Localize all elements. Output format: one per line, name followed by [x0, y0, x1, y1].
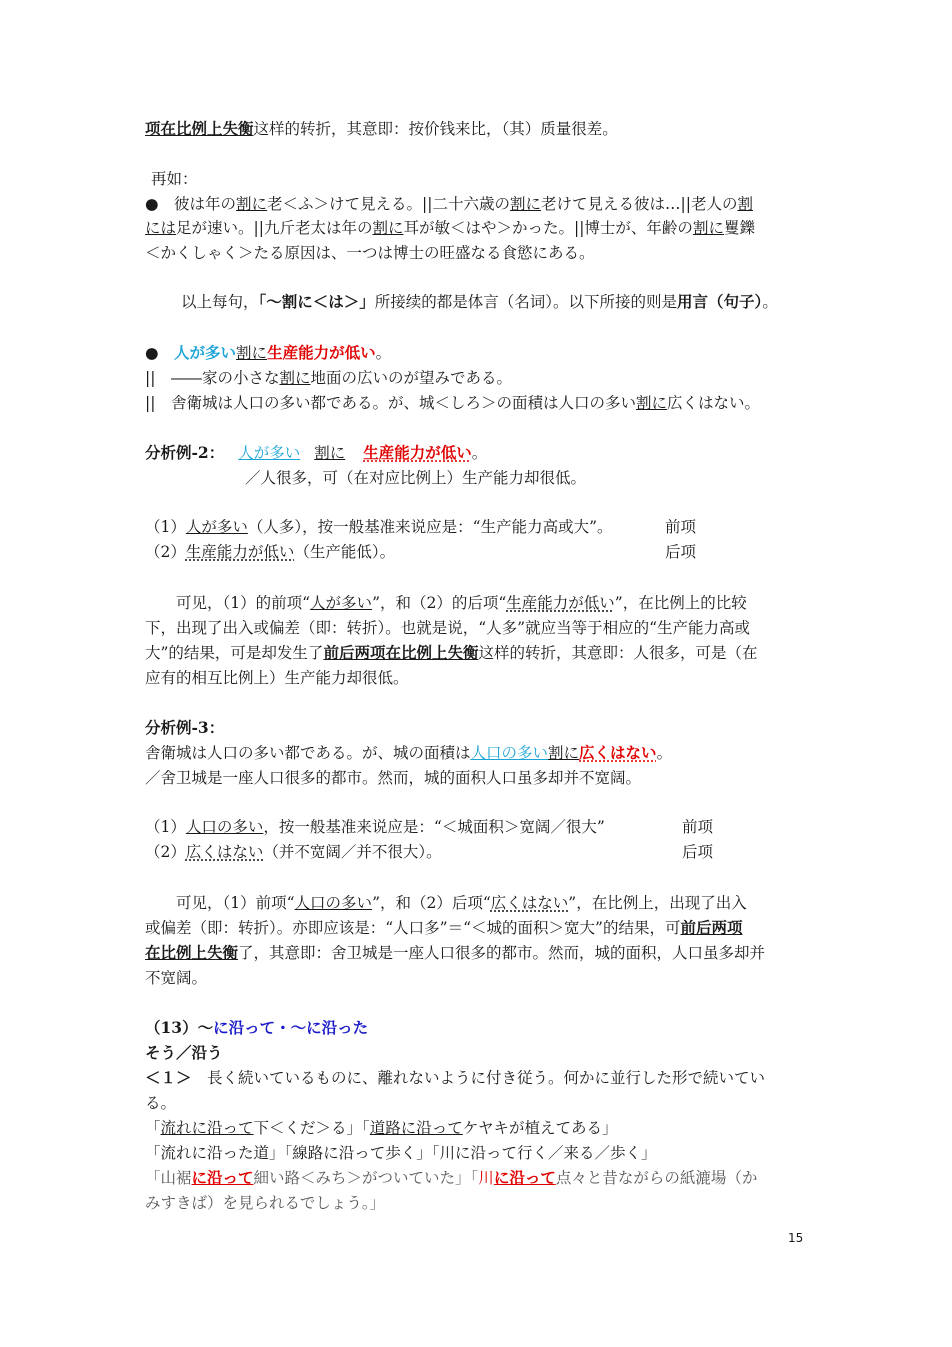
paragraph-line: [145, 840, 442, 864]
text-span: ケヤキが植えてある」: [462, 1119, 618, 1137]
paragraph-line: [145, 366, 512, 390]
example-line: [145, 1191, 385, 1215]
paragraph-line: [145, 916, 742, 940]
text-span: （并不宽阔／并不很大）。: [263, 843, 442, 861]
highlight-red: に沿って: [493, 1168, 556, 1187]
label-back-term: 后项: [682, 843, 714, 861]
text-span: 耳が敏＜はや＞かった。||博士が、年齢の: [403, 219, 693, 237]
paragraph-line: [145, 815, 605, 839]
paragraph-line: [145, 1091, 176, 1115]
text-span: 点々と昔ながらの紙漉場（か: [555, 1169, 758, 1187]
text-span: 「: [145, 1119, 161, 1137]
dotted-text: 生産能力が低い: [506, 594, 615, 612]
highlight-red: 広くはない: [579, 743, 657, 762]
text-span: 这样的转折，其意即：按价钱来比，（其）质量很差。: [253, 120, 618, 138]
underlined-text: 割に: [236, 195, 268, 213]
text-span: 足が速い。||九斤老太は年の: [176, 219, 373, 237]
underlined-text: 割に: [548, 744, 580, 762]
text-span: 長く続いているものに、離れないように付き従う。何かに並行した形で続いてい: [191, 1069, 766, 1087]
sense-number: ＜１＞: [145, 1068, 192, 1087]
underlined-text: 割に: [372, 219, 404, 237]
paragraph-line: [145, 341, 391, 365]
text-span: ，按一般基准来说应是：“＜城面积＞宽阔／很大”: [263, 818, 605, 836]
underlined-text: 割に: [510, 195, 542, 213]
label-back-term: 后项: [665, 543, 697, 561]
highlight-red: 生産能力が低い: [363, 443, 472, 462]
text-span: 或偏差（即：转折）。亦即应该是：“人口多”＝“＜城的面积＞宽大”的结果，可: [145, 919, 681, 937]
underlined-text: には: [145, 219, 177, 237]
example-line: [145, 1166, 757, 1190]
text-span: （1）: [145, 818, 186, 836]
heading-number: （13）～: [145, 1018, 214, 1037]
bullet: ●: [145, 343, 175, 362]
text-span: 地面の広いのが望みである。: [310, 369, 512, 387]
paragraph-line: [181, 290, 778, 314]
paragraph-line: [245, 466, 586, 490]
text-span: る。: [145, 1094, 177, 1112]
bold-text: 「～割に＜は＞」: [258, 292, 375, 311]
emphasis-text: 前后两项在比例上失衡: [323, 643, 479, 662]
label-front-term: 前项: [682, 818, 714, 836]
highlight-red: 川: [478, 1169, 494, 1187]
text-span: 下，出现了出入或偏差（即：转折）。也就是说，“人多”就应当等于相应的“生产能力高或: [145, 619, 751, 637]
paragraph-line: [145, 117, 618, 141]
highlight-cyan: 人が多い: [174, 343, 237, 362]
paragraph-line: [145, 966, 207, 990]
heading-title: に沿って・～に沿った: [213, 1018, 369, 1037]
text-span: 这样的转折，其意即：人很多，可是（在: [478, 644, 758, 662]
emphasis-text: 项在比例上失衡: [145, 119, 254, 138]
text-span: 広くはない。: [666, 394, 760, 412]
text-span: 老＜ふ＞けて見える。||二十六歳の: [267, 195, 510, 213]
text-span: 。: [656, 744, 673, 762]
label-front-term: 前项: [665, 518, 697, 536]
underlined-text: 割に: [635, 394, 667, 412]
highlight-red: に沿って: [191, 1168, 254, 1187]
text-span: 下＜くだ＞る」「: [253, 1119, 370, 1137]
highlight-cyan: 人が多い: [238, 444, 301, 462]
dotted-text: 生産能力が低い: [185, 543, 295, 561]
text-span: 「山裾: [145, 1169, 192, 1187]
underlined-text: 割に: [692, 219, 724, 237]
text-span: ● 彼は年の: [145, 195, 237, 213]
text-span: 所接续的都是体言（名词）。以下所接的则是: [374, 293, 678, 311]
paragraph-line: [145, 941, 765, 965]
highlight-red: 生産能力が低い: [267, 343, 376, 362]
underlined-text: 割に: [279, 369, 311, 387]
underlined-text: 人が多い: [310, 594, 373, 612]
text-span: 大”的结果，可是却发生了: [145, 644, 324, 662]
text-span: ”，和（2）的后项“: [372, 594, 507, 612]
example-line: [145, 1141, 657, 1165]
text-span: （生产能低）。: [294, 543, 396, 561]
text-span: ”，和（2）后项“: [372, 894, 491, 912]
text-span: 以上每句，: [181, 293, 259, 311]
page-number: 15: [788, 1231, 804, 1245]
text-span: 可见，（1）的前项“: [176, 594, 311, 612]
underlined-text: 割に: [314, 444, 346, 462]
underlined-text: 人が多い: [185, 518, 248, 536]
paragraph-line: [145, 515, 613, 539]
paragraph-line: [145, 192, 753, 216]
text-span: 。: [471, 444, 488, 462]
text-span: 不宽阔。: [145, 969, 208, 987]
entry-word: そう／沿う: [145, 1043, 223, 1062]
paragraph-line: [145, 1066, 765, 1090]
underlined-text: 割に: [236, 344, 268, 362]
section-heading: [145, 1016, 368, 1040]
section-label: 分析例-3：: [145, 718, 225, 737]
paragraph-line: [145, 540, 395, 564]
dotted-text: 広くはない: [490, 894, 569, 912]
example-line: [145, 1116, 618, 1140]
underlined-text: 割: [737, 195, 753, 213]
underlined-text: 人口の多い: [185, 818, 264, 836]
bold-text: 用言（句子）: [677, 292, 763, 311]
paragraph-line: [176, 591, 747, 615]
text-span: 应有的相互比例上）生产能力却很低。: [145, 669, 409, 687]
text-span: ＜かくしゃく＞たる原因は、一つは博士の旺盛なる食慾にある。: [145, 244, 595, 262]
paragraph-line: [176, 891, 747, 915]
text-span: 舎衛城は人口の多い都である。が、城の面積は: [145, 744, 471, 762]
text-span: 矍鑠: [723, 219, 755, 237]
paragraph-line: [145, 641, 757, 665]
text-span: 。: [375, 344, 392, 362]
text-span: ”，在比例上的比较: [614, 594, 747, 612]
text-span: （2）: [145, 843, 186, 861]
underlined-text: 道路に沿って: [369, 1119, 463, 1137]
section-label: 分析例-2：: [145, 443, 225, 462]
text-span: || ――家の小さな: [145, 369, 280, 387]
highlight-cyan: 人口の多い: [470, 744, 549, 762]
paragraph-line: [145, 441, 487, 465]
underlined-text: 流れに沿って: [160, 1119, 254, 1137]
paragraph-line: [145, 241, 595, 265]
text-span: （1）: [145, 518, 186, 536]
text-span: ／人很多，可（在对应比例上）生产能力却很低。: [245, 469, 587, 487]
text-span: （人多），按一般基准来说应是：“生产能力高或大”。: [247, 518, 613, 536]
paragraph-line: [145, 666, 409, 690]
text-span: （2）: [145, 543, 186, 561]
paragraph-line: [145, 391, 760, 415]
dotted-text: 広くはない: [185, 843, 264, 861]
text-span: 了，其意即：舍卫城是一座人口很多的都市。然而，城的面积，人口虽多却并: [238, 944, 766, 962]
text-span: 老けて見える彼は…||老人の: [541, 195, 738, 213]
text-span: ”，在比例上，出现了出入: [568, 894, 747, 912]
text-span: || 舎衛城は人口の多い都である。が、城＜しろ＞の面積は人口の多い: [145, 394, 636, 412]
text-span: 再如：: [151, 170, 198, 188]
paragraph-line: [145, 216, 755, 240]
text-span: ／舍卫城是一座人口很多的都市。然而，城的面积人口虽多却并不宽阔。: [145, 769, 642, 787]
text-span: 。: [762, 293, 778, 311]
emphasis-text: 前后两项: [680, 918, 743, 937]
paragraph-line: [145, 741, 672, 765]
paragraph-line: [145, 766, 641, 790]
paragraph-line: [151, 167, 198, 191]
text-span: 可见，（1）前项“: [176, 894, 295, 912]
text-span: 細い路＜みち＞がついていた」「: [253, 1169, 479, 1187]
text-span: みすきば）を見られるでしょう。」: [145, 1194, 386, 1212]
emphasis-text: 在比例上失衡: [145, 943, 239, 962]
text-span: 「流れに沿った道」「線路に沿って歩く」「川に沿って行く／来る／歩く」: [145, 1144, 657, 1162]
paragraph-line: [145, 616, 750, 640]
underlined-text: 人口の多い: [294, 894, 373, 912]
